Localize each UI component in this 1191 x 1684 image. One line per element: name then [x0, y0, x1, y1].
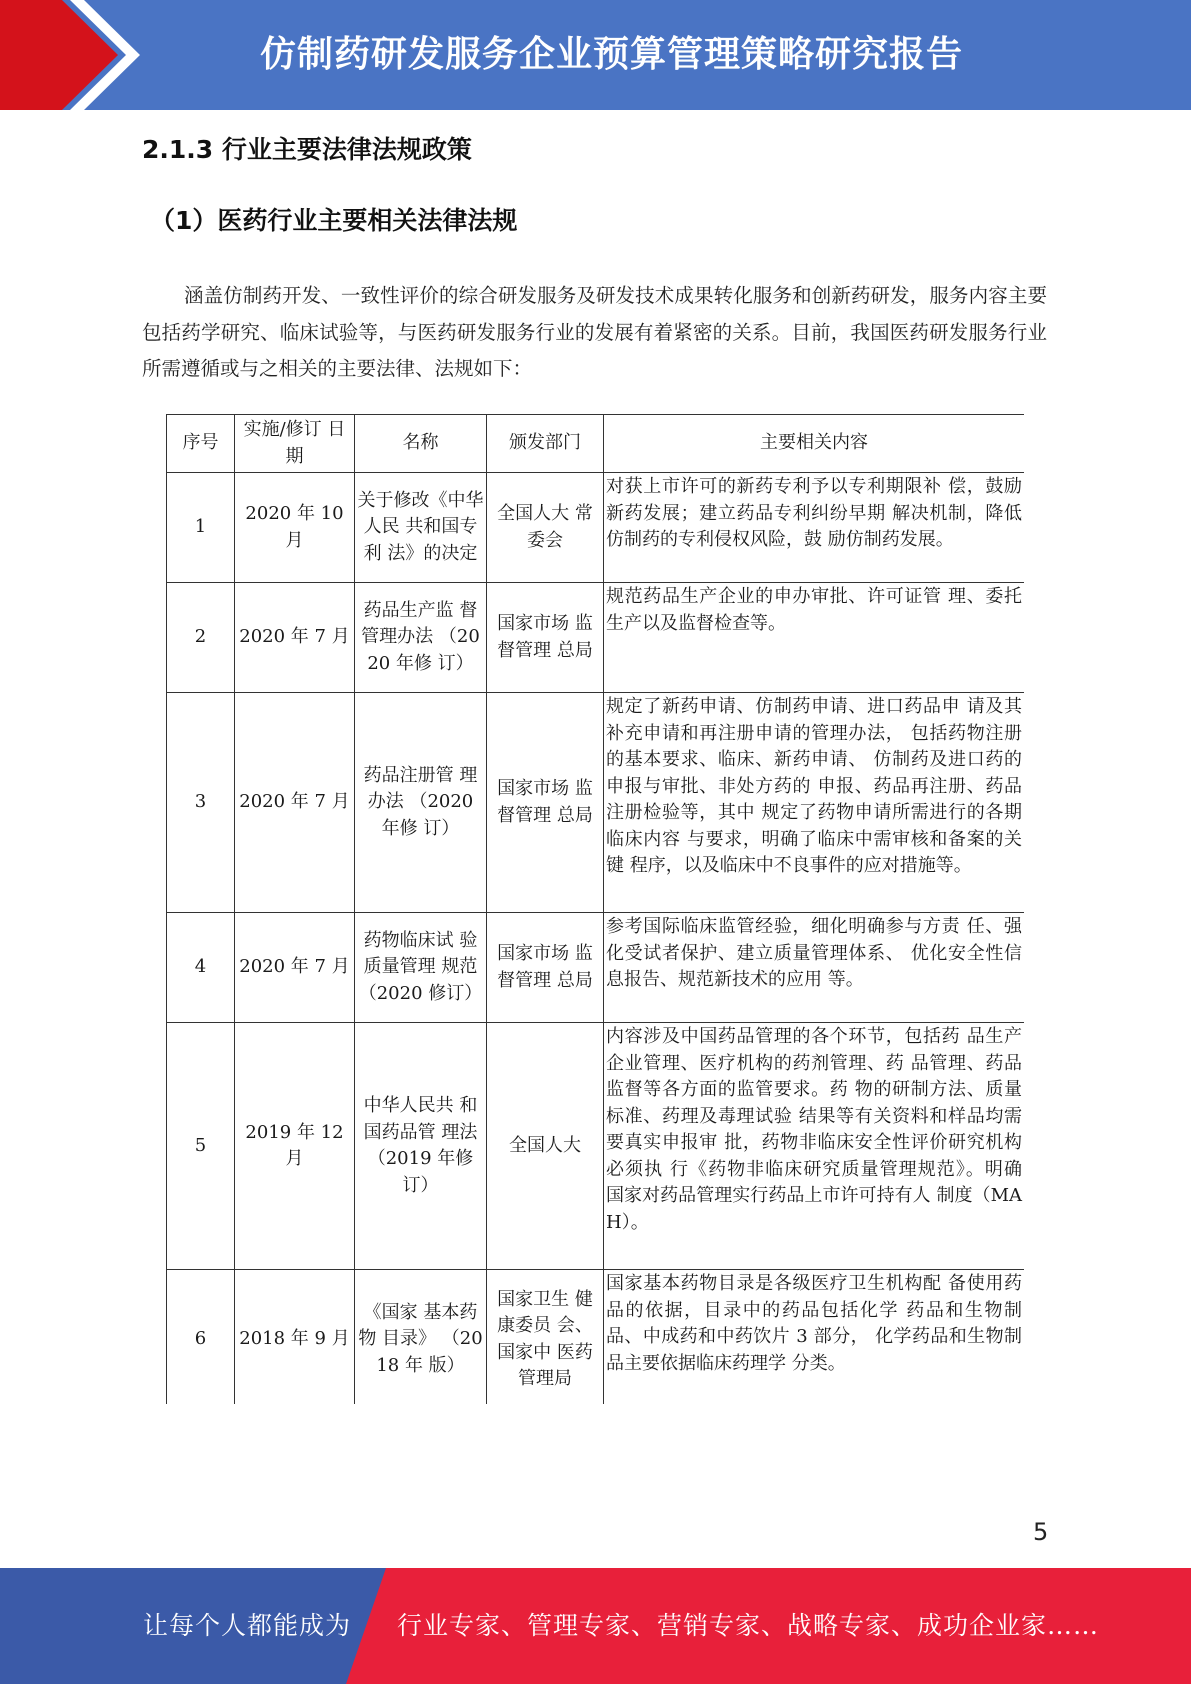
report-title: 仿制药研发服务企业预算管理策略研究报告 [260, 34, 964, 75]
row-dept: 全国人大 [487, 1023, 604, 1270]
row-number: 1 [167, 473, 235, 583]
row-date: 2018 年 9 月 [235, 1270, 355, 1405]
row-content: 对获上市许可的新药专利予以专利期限补 偿，鼓励新药发展；建立药品专利纠纷早期 解决机制，降低仿制药的专利侵权风险，鼓 励仿制药发展。 [604, 473, 1025, 583]
row-number: 2 [167, 583, 235, 693]
row-number: 6 [167, 1270, 235, 1405]
row-name: 关于修改《中华人民 共和国专利 法》的决定 [355, 473, 487, 583]
footer-slogan-left: 让每个人都能成为 [143, 1611, 352, 1640]
row-dept: 国家卫生 健康委员 会、国家中 医药管理局 [487, 1270, 604, 1405]
table-row [167, 473, 1025, 583]
row-date: 2019 年 12 月 [235, 1023, 355, 1270]
intro-paragraph: 涵盖仿制药开发、一致性评价的综合研发服务及研发技术成果转化服务和创新药研发，服务内容主要包括药学研究、临床试验等，与医药研发服务行业的发展有着紧密的关系。目前，我国医药研发服务行业所需遵循或与之相关的主要法律、法规如下： [142, 284, 1047, 380]
section-heading: 2.1.3 行业主要法律法规政策 [142, 135, 472, 164]
header-chevron-icon [0, 0, 150, 110]
row-name: 中华人民共 和国药品管 理法（2019 年修订） [355, 1023, 487, 1270]
page-number: 5 [1033, 1518, 1049, 1546]
row-content: 内容涉及中国药品管理的各个环节，包括药 品生产企业管理、医疗机构的药剂管理、药 品管理、药品监督等各方面的监管要求。药 物的研制方法、质量标准、药理及毒理试验 结果等有关资料和样品均需要真实申报审 批，药物非临床安全性评价研究机构必须执 行《药物非临床研究质量管理规范》。明确 国家对药品管理实行药品上市许可持有人 制度（MAH）。 [604, 1023, 1025, 1270]
header-cell: 实施/修订 日期 [235, 415, 355, 473]
row-number: 4 [167, 913, 235, 1023]
header-cell: 主要相关内容 [604, 415, 1025, 473]
header-cell: 颁发部门 [487, 415, 604, 473]
row-number: 5 [167, 1023, 235, 1270]
table-row [167, 1023, 1025, 1270]
row-dept: 国家市场 监督管理 总局 [487, 583, 604, 693]
table-header-row [167, 415, 1025, 473]
row-date: 2020 年 7 月 [235, 583, 355, 693]
row-name: 药品生产监 督管理办法 （2020 年修 订） [355, 583, 487, 693]
row-name: 药品注册管 理办法 （2020 年修 订） [355, 693, 487, 913]
footer-slogan-right: 行业专家、管理专家、营销专家、战略专家、成功企业家…… [397, 1611, 1100, 1640]
header-cell: 名称 [355, 415, 487, 473]
subsection-heading: （1）医药行业主要相关法律法规 [150, 206, 518, 235]
row-date: 2020 年 10 月 [235, 473, 355, 583]
row-dept: 全国人大 常委会 [487, 473, 604, 583]
table-row [167, 1270, 1025, 1405]
page-header [0, 0, 1191, 110]
table-row [167, 693, 1025, 913]
table-row [167, 913, 1025, 1023]
row-dept: 国家市场 监督管理 总局 [487, 913, 604, 1023]
row-dept: 国家市场 监督管理 总局 [487, 693, 604, 913]
laws-table-container [166, 414, 1024, 1404]
row-content: 规范药品生产企业的申办审批、许可证管 理、委托生产以及监督检查等。 [604, 583, 1025, 693]
row-name: 《国家 基本药物 目录》 （2018 年 版） [355, 1270, 487, 1405]
row-date: 2020 年 7 月 [235, 913, 355, 1023]
row-date: 2020 年 7 月 [235, 693, 355, 913]
header-cell: 序号 [167, 415, 235, 473]
page-footer [0, 1568, 1191, 1684]
row-name: 药物临床试 验质量管理 规范（2020 修订） [355, 913, 487, 1023]
row-content: 参考国际临床监管经验，细化明确参与方责 任、强化受试者保护、建立质量管理体系、 优化安全性信息报告、规范新技术的应用 等。 [604, 913, 1025, 1023]
row-content: 规定了新药申请、仿制药申请、进口药品申 请及其补充申请和再注册申请的管理办法， 包括药物注册的基本要求、临床、新药申请、 仿制药及进口药的申报与审批、非处方药的 申报、药品再注册、药品注册检验等，其中 规定了药物申请所需进行的各期临床内容 与要求，明确了临床中需审核和备案的关键 程序，以及临床中不良事件的应对措施等。 [604, 693, 1025, 913]
table-row [167, 583, 1025, 693]
row-number: 3 [167, 693, 235, 913]
laws-table [166, 414, 1024, 1404]
row-content: 国家基本药物目录是各级医疗卫生机构配 备使用药品的依据，目录中的药品包括化学 药品和生物制品、中成药和中药饮片 3 部分， 化学药品和生物制品主要依据临床药理学 分类。 [604, 1270, 1025, 1405]
